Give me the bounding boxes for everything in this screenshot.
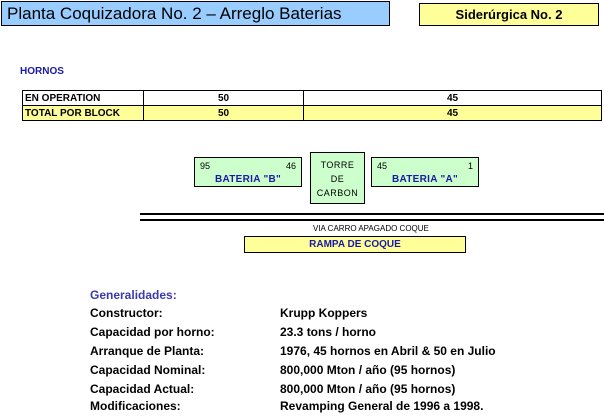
bateria-a-last-oven: 1: [467, 161, 473, 171]
list-item: [90, 306, 604, 325]
item-value: Revamping General de 1996 a 1998.: [280, 399, 484, 413]
plant-name-badge: Siderúrgica No. 2: [419, 3, 599, 26]
item-key: Constructor:: [90, 306, 163, 320]
via-carro-label: VIA CARRO APAGADO COQUE: [313, 224, 429, 233]
list-item: [90, 363, 604, 382]
generalidades-title: Generalidades:: [90, 288, 177, 302]
bateria-b-first-oven: 95: [200, 161, 211, 171]
row-label: EN OPERATION: [23, 91, 144, 106]
bateria-a-count: 45: [304, 106, 602, 121]
item-value: 23.3 tons / horno: [280, 325, 377, 339]
torre-line: DE: [330, 174, 345, 184]
item-key: Modificaciones:: [90, 399, 181, 413]
rail-line: [140, 213, 604, 215]
item-key: Arranque de Planta:: [90, 344, 205, 358]
rampa-de-coque-block: RAMPA DE COQUE: [244, 236, 466, 253]
list-item: [90, 399, 604, 418]
hornos-table: [22, 90, 602, 121]
item-key: Capacidad por horno:: [90, 325, 215, 339]
bateria-b-last-oven: 46: [285, 161, 296, 171]
torre-line: TORRE: [320, 160, 355, 170]
list-item: [90, 344, 604, 363]
item-value: 800,000 Mton / año (95 hornos): [280, 363, 456, 377]
bateria-b-count: 50: [144, 91, 304, 106]
rail-line: [140, 219, 604, 221]
item-key: Capacidad Actual:: [90, 382, 195, 396]
row-label: TOTAL POR BLOCK: [23, 106, 144, 121]
page-title: Planta Coquizadora No. 2 – Arreglo Baterias: [1, 1, 390, 26]
table-row: [23, 106, 602, 121]
bateria-a-first-oven: 45: [377, 161, 388, 171]
table-row: [23, 91, 602, 106]
item-key: Capacidad Nominal:: [90, 363, 206, 377]
item-value: 800,000 Mton / año (95 hornos): [280, 382, 456, 396]
item-value: 1976, 45 hornos en Abril & 50 en Julio: [280, 344, 496, 358]
hornos-section-label: HORNOS: [20, 66, 64, 77]
torre-carbon-block: [310, 152, 365, 204]
bateria-a-block: [371, 157, 479, 187]
bateria-a-name: BATERIA "A": [391, 174, 459, 185]
list-item: [90, 325, 604, 344]
bateria-b-name: BATERIA "B": [214, 174, 282, 185]
bateria-b-count: 50: [144, 106, 304, 121]
bateria-a-count: 45: [304, 91, 602, 106]
item-value: Krupp Koppers: [280, 306, 368, 320]
torre-line: CARBON: [316, 188, 359, 198]
bateria-b-block: [194, 157, 302, 187]
